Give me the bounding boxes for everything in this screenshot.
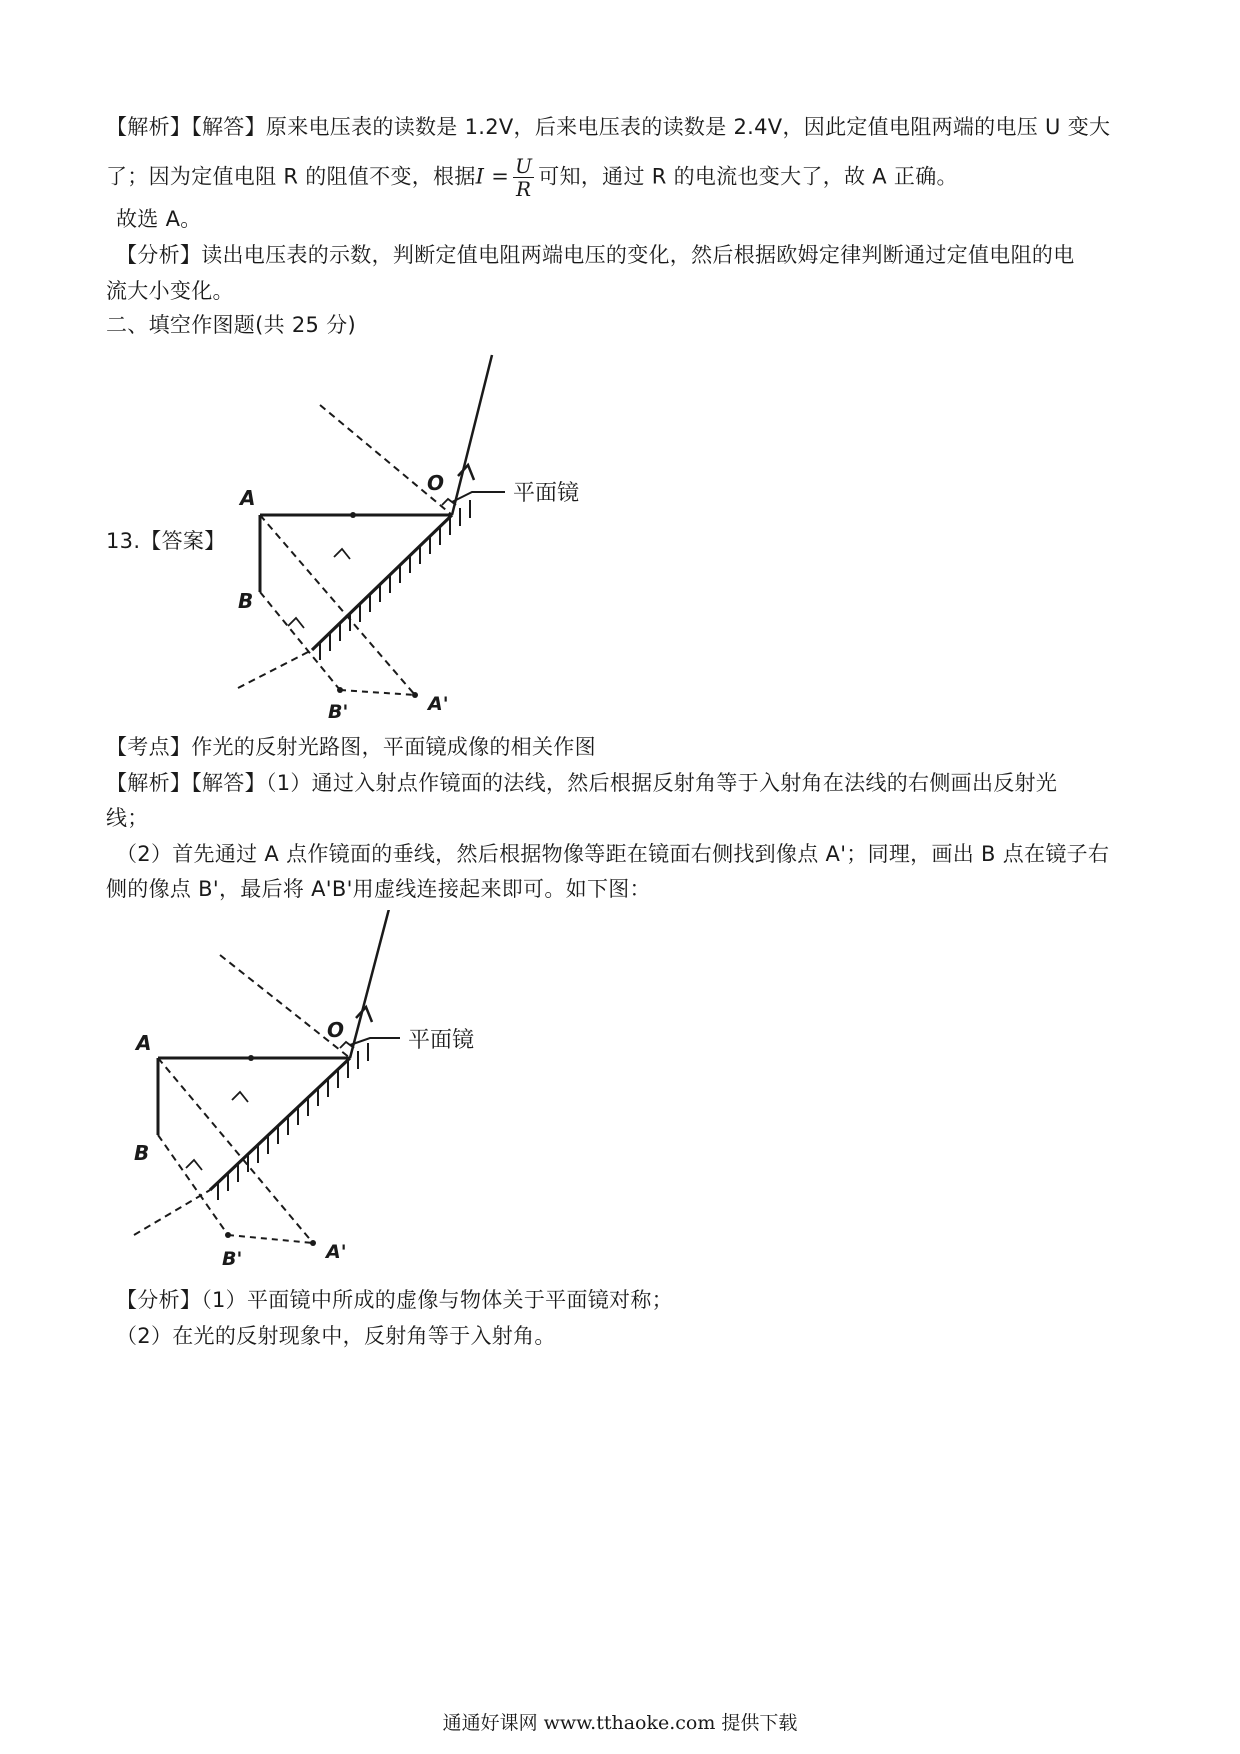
mirror-label-leader <box>452 492 505 502</box>
right-angle-mark-B <box>288 618 304 628</box>
answer-analysis-line-2 <box>106 155 958 200</box>
mirror-extension <box>134 1190 210 1235</box>
solution-line-4: 侧的像点 B'，最后将 A'B'用虚线连接起来即可。如下图： <box>106 877 651 901</box>
normal-line <box>220 955 350 1058</box>
solution-line-1: 【解析】【解答】（1）通过入射点作镜面的法线，然后根据反射角等于入射角在法线的右侧画出反射光 <box>106 771 1058 795</box>
optics-diagram-solution-svg <box>128 910 508 1280</box>
page-footer: 通通好课网 www.tthaoke.com 提供下载 <box>442 1712 798 1734</box>
analysis-summary-line-1: 【分析】（1）平面镜中所成的虚像与物体关于平面镜对称； <box>116 1288 673 1312</box>
line-2-prefix: 了；因为定值电阻 R 的阻值不变，根据 <box>106 164 476 189</box>
section-heading: 二、填空作图题(共 25 分) <box>106 313 356 337</box>
label-B-prime: B' <box>328 701 349 720</box>
mirror-label: 平面镜 <box>408 1028 475 1053</box>
question-13-answer-label: 13.【答案】 <box>106 529 226 553</box>
line-2-suffix: 可知，通过 R 的电流也变大了，故 A 正确。 <box>538 164 958 189</box>
label-A-prime: A' <box>326 1241 347 1263</box>
normal-line <box>320 405 452 515</box>
mirror-hatching <box>218 1043 368 1200</box>
label-A: A <box>136 1031 152 1055</box>
analysis-line-2: 流大小变化。 <box>106 279 234 303</box>
ohm-law-fraction <box>513 155 534 200</box>
solution-line-3: （2）首先通过 A 点作镜面的垂线，然后根据物像等距在镜面右侧找到像点 A'；同理，画出 B 点在镜子右 <box>116 842 1110 866</box>
mirror-label: 平面镜 <box>513 481 580 506</box>
knowledge-point-line: 【考点】作光的反射光路图，平面镜成像的相关作图 <box>106 735 596 759</box>
solution-line-2: 线； <box>106 806 149 830</box>
A-to-A-prime-line <box>260 515 415 695</box>
optics-diagram-answer <box>230 350 610 720</box>
mirror-surface <box>210 1058 350 1190</box>
label-B-prime: B' <box>222 1248 243 1270</box>
mirror-hatching <box>320 500 470 660</box>
analysis-summary-line-2: （2）在光的反射现象中，反射角等于入射角。 <box>116 1324 556 1348</box>
label-B: B <box>134 1141 150 1165</box>
mirror-extension <box>238 650 312 688</box>
right-angle-mark-A <box>334 549 350 559</box>
reflected-ray <box>350 910 390 1058</box>
optics-diagram-solution <box>128 910 508 1280</box>
mirror-surface <box>312 515 452 650</box>
right-angle-mark-B <box>186 1160 202 1170</box>
label-O: O <box>427 471 445 495</box>
fraction-numerator: U <box>515 154 533 178</box>
image-A-prime-B-prime <box>228 1235 313 1243</box>
fraction-denominator: R <box>516 177 532 201</box>
analysis-line-1: 【分析】读出电压表的示数，判断定值电阻两端电压的变化，然后根据欧姆定律判断通过定值电阻的电 <box>116 243 1075 267</box>
ray-midpoint-dot <box>248 1055 254 1061</box>
answer-choice-line: 故选 A。 <box>116 207 202 231</box>
reflected-ray-arrow <box>356 1007 372 1022</box>
label-A-prime: A' <box>428 693 449 715</box>
label-A: A <box>240 486 256 510</box>
label-O: O <box>327 1018 345 1042</box>
formula-lhs: I = <box>475 164 510 189</box>
ray-midpoint-dot <box>350 512 356 518</box>
A-to-A-prime-line <box>158 1058 313 1243</box>
B-to-B-prime-line <box>260 592 340 690</box>
answer-analysis-line-1: 【解析】【解答】原来电压表的读数是 1.2V，后来电压表的读数是 2.4V，因此定值电阻两端的电压 U 变大 <box>106 115 1111 139</box>
image-A-prime-B-prime <box>340 690 415 695</box>
mirror-label-leader <box>350 1038 400 1045</box>
optics-diagram-answer-svg <box>230 350 610 720</box>
label-B: B <box>238 589 254 613</box>
right-angle-mark-A <box>232 1092 248 1102</box>
